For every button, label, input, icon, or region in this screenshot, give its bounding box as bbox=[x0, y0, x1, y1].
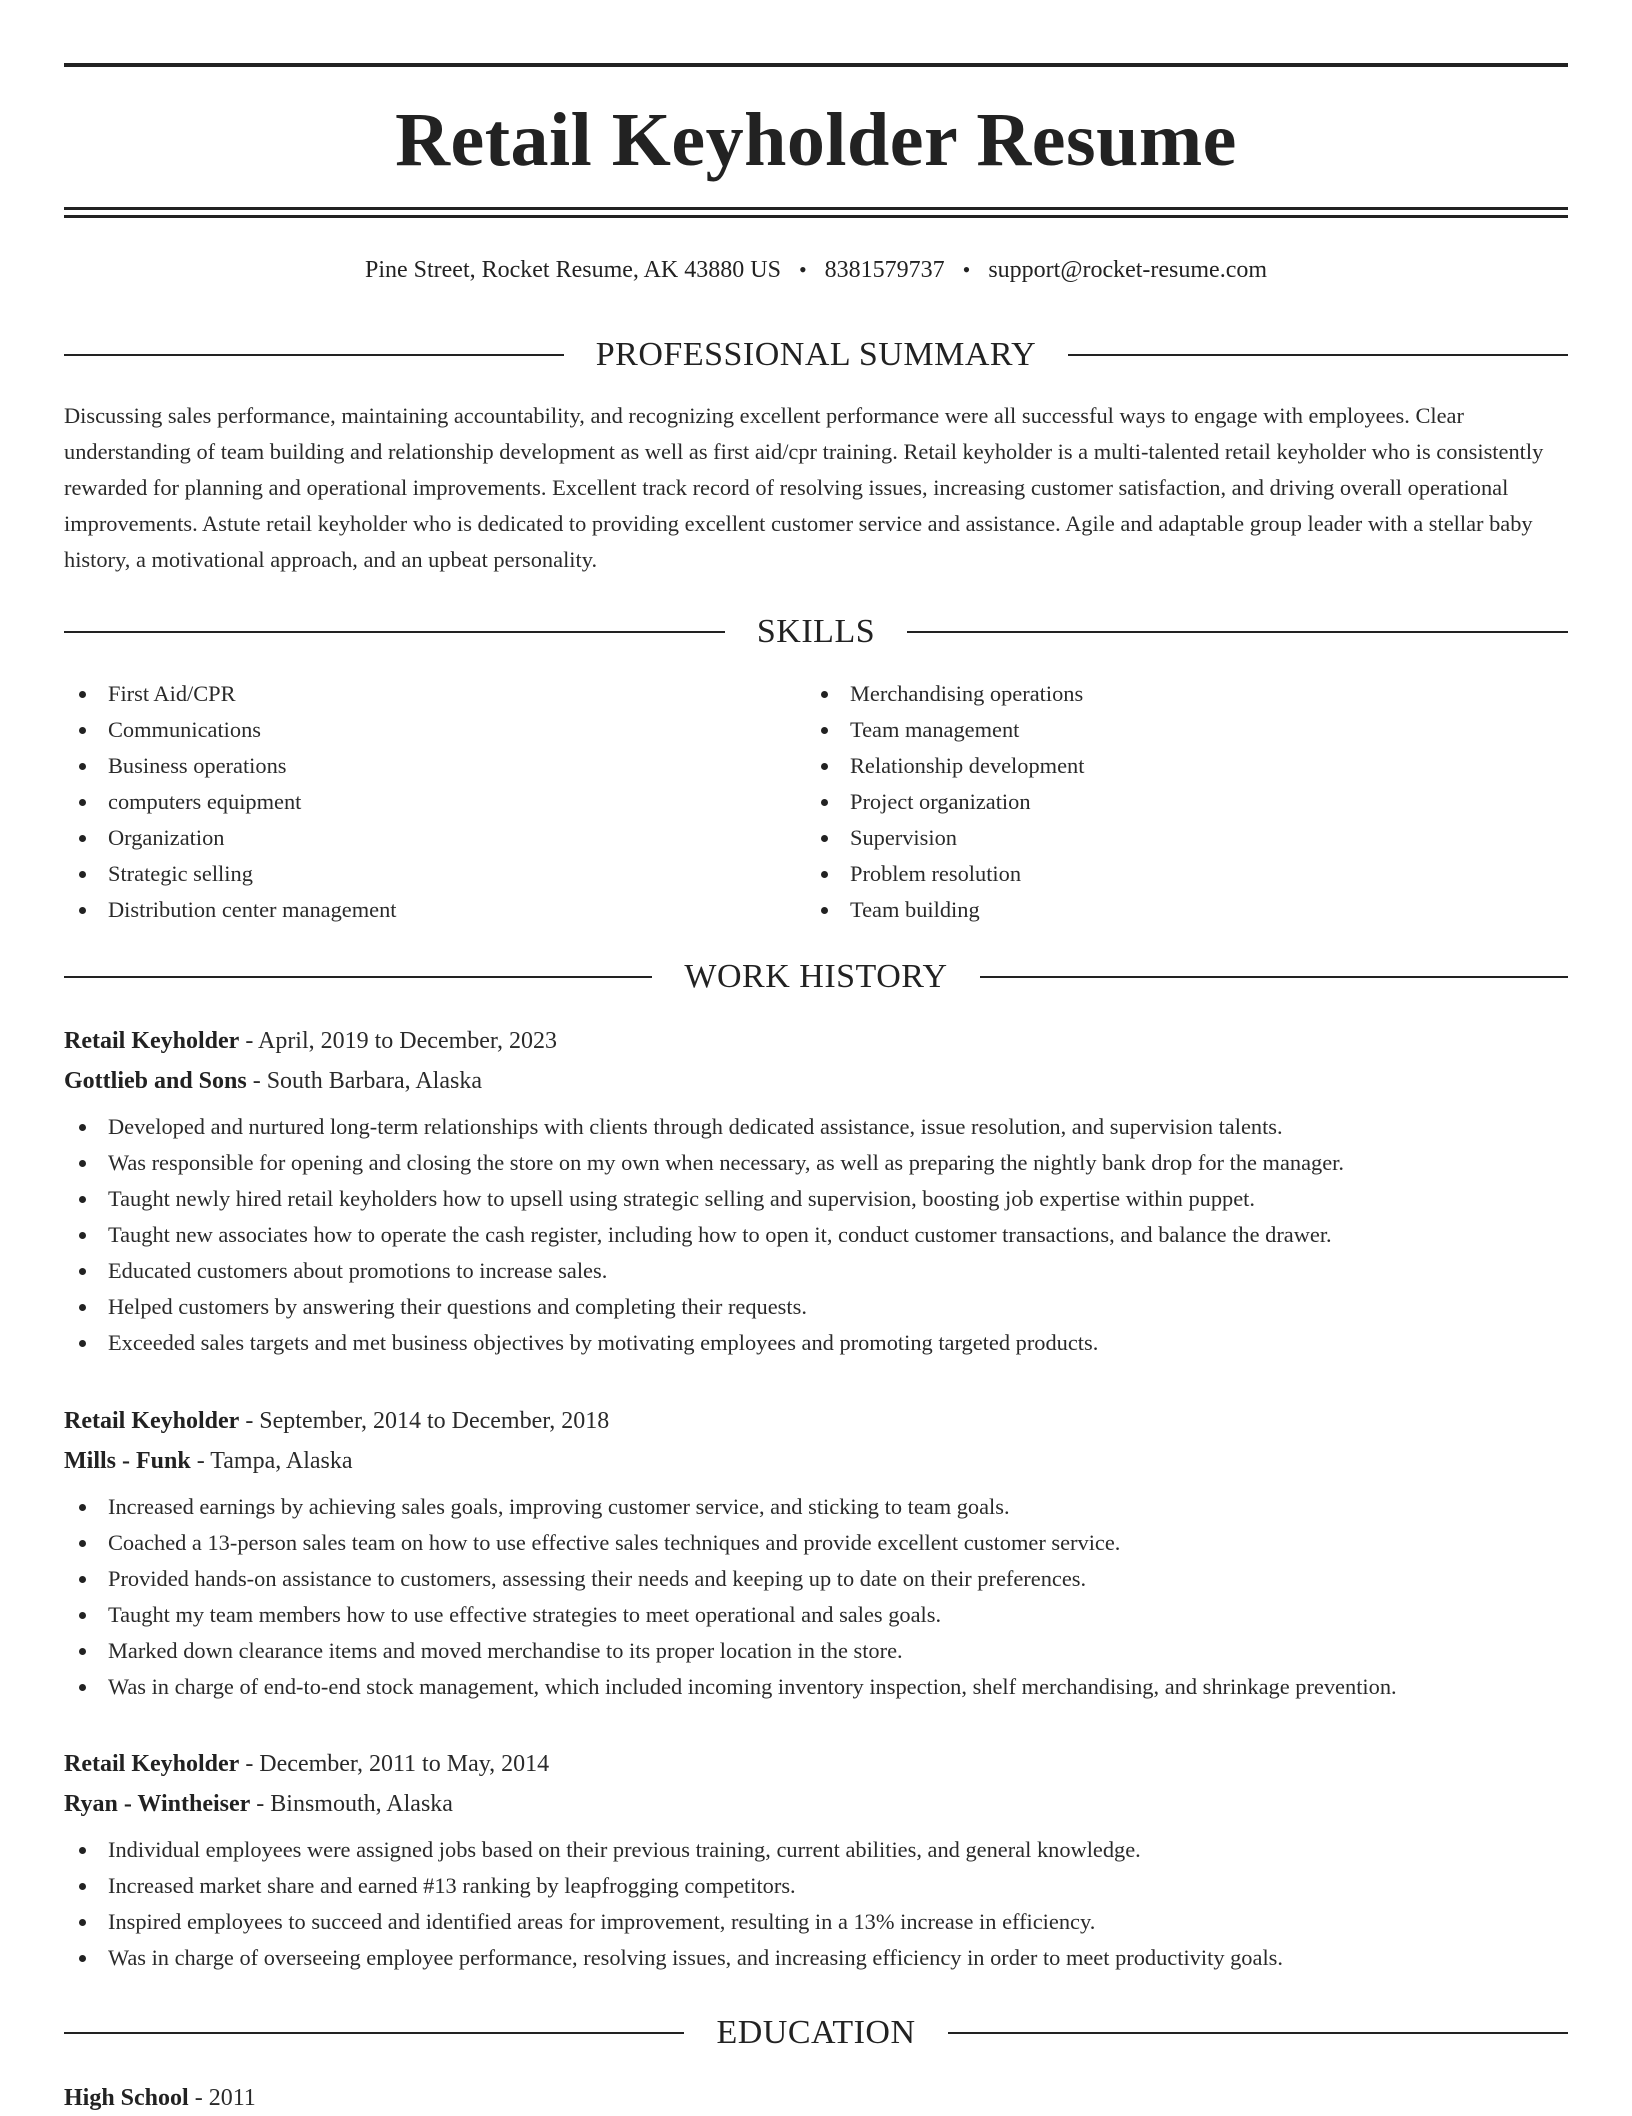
heading-rule bbox=[64, 631, 725, 633]
heading-rule bbox=[64, 2032, 684, 2034]
header-bottom-rule-2 bbox=[64, 215, 1568, 218]
job-company: Gottlieb and Sons bbox=[64, 1068, 247, 1094]
job-title-line bbox=[64, 1021, 1568, 1061]
job-bullet: Marked down clearance items and moved merchandise to its proper location in the store. bbox=[64, 1633, 1568, 1669]
job-bullet: Increased earnings by achieving sales goals, improving customer service, and sticking to team goals. bbox=[64, 1489, 1568, 1525]
section-heading-education bbox=[64, 2011, 1568, 2055]
skill-item: Team management bbox=[806, 712, 1548, 748]
job-bullet: Developed and nurtured long-term relationships with clients through dedicated assistance, issue resolution, and supervision talents. bbox=[64, 1109, 1568, 1145]
heading-label: WORK HISTORY bbox=[684, 958, 948, 995]
heading-label: EDUCATION bbox=[716, 2014, 916, 2051]
job-dates: - April, 2019 to December, 2023 bbox=[239, 1028, 557, 1054]
job-location: - Tampa, Alaska bbox=[190, 1448, 353, 1474]
job-bullets bbox=[64, 1489, 1568, 1705]
header-top-rule bbox=[64, 63, 1568, 67]
education-degree: High School bbox=[64, 2085, 189, 2111]
page-title: Retail Keyholder Resume bbox=[395, 98, 1237, 182]
job-bullet: Was in charge of overseeing employee performance, resolving issues, and increasing efficiency in order to meet productivity goals. bbox=[64, 1940, 1568, 1976]
job-company-line bbox=[64, 1061, 1568, 1101]
job-bullet: Coached a 13-person sales team on how to use effective sales techniques and provide excellent customer service. bbox=[64, 1525, 1568, 1561]
skills-column-2 bbox=[806, 676, 1548, 928]
job-company-line bbox=[64, 1441, 1568, 1481]
job-dates: - September, 2014 to December, 2018 bbox=[239, 1408, 610, 1434]
contact-phone: 8381579737 bbox=[824, 257, 945, 283]
heading-label: PROFESSIONAL SUMMARY bbox=[595, 336, 1037, 373]
skill-item: Supervision bbox=[806, 820, 1548, 856]
skill-item: Problem resolution bbox=[806, 856, 1548, 892]
job-bullet: Provided hands-on assistance to customers, assessing their needs and keeping up to date on their preferences. bbox=[64, 1561, 1568, 1597]
skills-column-1 bbox=[64, 676, 806, 928]
contact-email: support@rocket-resume.com bbox=[988, 257, 1268, 283]
job-bullet: Taught new associates how to operate the cash register, including how to open it, conduct customer transactions, and balance the drawer. bbox=[64, 1217, 1568, 1253]
skill-item: Relationship development bbox=[806, 748, 1548, 784]
heading-rule bbox=[64, 354, 564, 356]
heading-rule bbox=[907, 631, 1568, 633]
header-bottom-rule-1 bbox=[64, 207, 1568, 210]
skills-list bbox=[64, 676, 1568, 928]
job-bullet: Taught my team members how to use effective strategies to meet operational and sales goals. bbox=[64, 1597, 1568, 1633]
job-company: Ryan - Wintheiser bbox=[64, 1791, 251, 1817]
contact-separator: • bbox=[798, 257, 807, 282]
job-bullet: Inspired employees to succeed and identified areas for improvement, resulting in a 13% increase in efficiency. bbox=[64, 1904, 1568, 1940]
contact-line bbox=[64, 254, 1568, 286]
job-bullet: Helped customers by answering their questions and completing their requests. bbox=[64, 1289, 1568, 1325]
job-bullet: Was in charge of end-to-end stock management, which included incoming inventory inspection, shelf merchandising, and shrinkage prevention. bbox=[64, 1669, 1568, 1705]
job-bullets bbox=[64, 1832, 1568, 1976]
job-bullets bbox=[64, 1109, 1568, 1361]
skill-item: Merchandising operations bbox=[806, 676, 1548, 712]
skill-item: Organization bbox=[64, 820, 806, 856]
job-entry bbox=[64, 1744, 1568, 1976]
skill-item: Communications bbox=[64, 712, 806, 748]
section-heading-summary bbox=[64, 333, 1568, 377]
job-bullet: Exceeded sales targets and met business objectives by motivating employees and promoting targeted products. bbox=[64, 1325, 1568, 1361]
job-bullet: Was responsible for opening and closing the store on my own when necessary, as well as preparing the nightly bank drop for the manager. bbox=[64, 1145, 1568, 1181]
heading-rule bbox=[948, 2032, 1568, 2034]
skill-item: Distribution center management bbox=[64, 892, 806, 928]
education-entry bbox=[64, 2080, 1568, 2116]
skill-item: Project organization bbox=[806, 784, 1548, 820]
job-title: Retail Keyholder bbox=[64, 1028, 240, 1054]
job-bullet: Individual employees were assigned jobs based on their previous training, current abilities, and general knowledge. bbox=[64, 1832, 1568, 1868]
heading-rule bbox=[1068, 354, 1568, 356]
job-entry bbox=[64, 1021, 1568, 1361]
job-title-line bbox=[64, 1744, 1568, 1784]
job-title-line bbox=[64, 1401, 1568, 1441]
job-company-line bbox=[64, 1784, 1568, 1824]
job-bullet: Increased market share and earned #13 ranking by leapfrogging competitors. bbox=[64, 1868, 1568, 1904]
skill-item: computers equipment bbox=[64, 784, 806, 820]
job-title: Retail Keyholder bbox=[64, 1408, 240, 1434]
job-location: - Binsmouth, Alaska bbox=[250, 1791, 453, 1817]
contact-separator: • bbox=[962, 257, 971, 282]
skill-item: Strategic selling bbox=[64, 856, 806, 892]
job-bullet: Educated customers about promotions to increase sales. bbox=[64, 1253, 1568, 1289]
contact-address: Pine Street, Rocket Resume, AK 43880 US bbox=[364, 257, 781, 283]
education-year: - 2011 bbox=[188, 2085, 256, 2111]
skill-item: Team building bbox=[806, 892, 1548, 928]
job-dates: - December, 2011 to May, 2014 bbox=[239, 1751, 550, 1777]
job-title: Retail Keyholder bbox=[64, 1751, 240, 1777]
summary-text: Discussing sales performance, maintaining accountability, and recognizing excellent performance were all successful ways to engage with employees. Clear understanding of team building and relationship development as well as first aid/cpr training. Retail keyholder is a multi-talented retail keyholder who is consistently rewarded for planning and operational improvements. Excellent track record of resolving issues, increasing customer satisfaction, and driving overall operational improvements. Astute retail keyholder who is dedicated to providing excellent customer service and assistance. Agile and adaptable group leader with a stellar baby history, a motivational approach, and an upbeat personality. bbox=[64, 403, 1544, 572]
skill-item: Business operations bbox=[64, 748, 806, 784]
heading-rule bbox=[980, 976, 1568, 978]
job-company: Mills - Funk bbox=[64, 1448, 191, 1474]
skill-item: First Aid/CPR bbox=[64, 676, 806, 712]
section-heading-work-history bbox=[64, 955, 1568, 999]
job-bullet: Taught newly hired retail keyholders how to upsell using strategic selling and supervision, boosting job expertise within puppet. bbox=[64, 1181, 1568, 1217]
job-entry bbox=[64, 1401, 1568, 1705]
section-heading-skills bbox=[64, 610, 1568, 654]
heading-rule bbox=[64, 976, 652, 978]
heading-label: SKILLS bbox=[756, 613, 876, 650]
job-location: - South Barbara, Alaska bbox=[246, 1068, 482, 1094]
